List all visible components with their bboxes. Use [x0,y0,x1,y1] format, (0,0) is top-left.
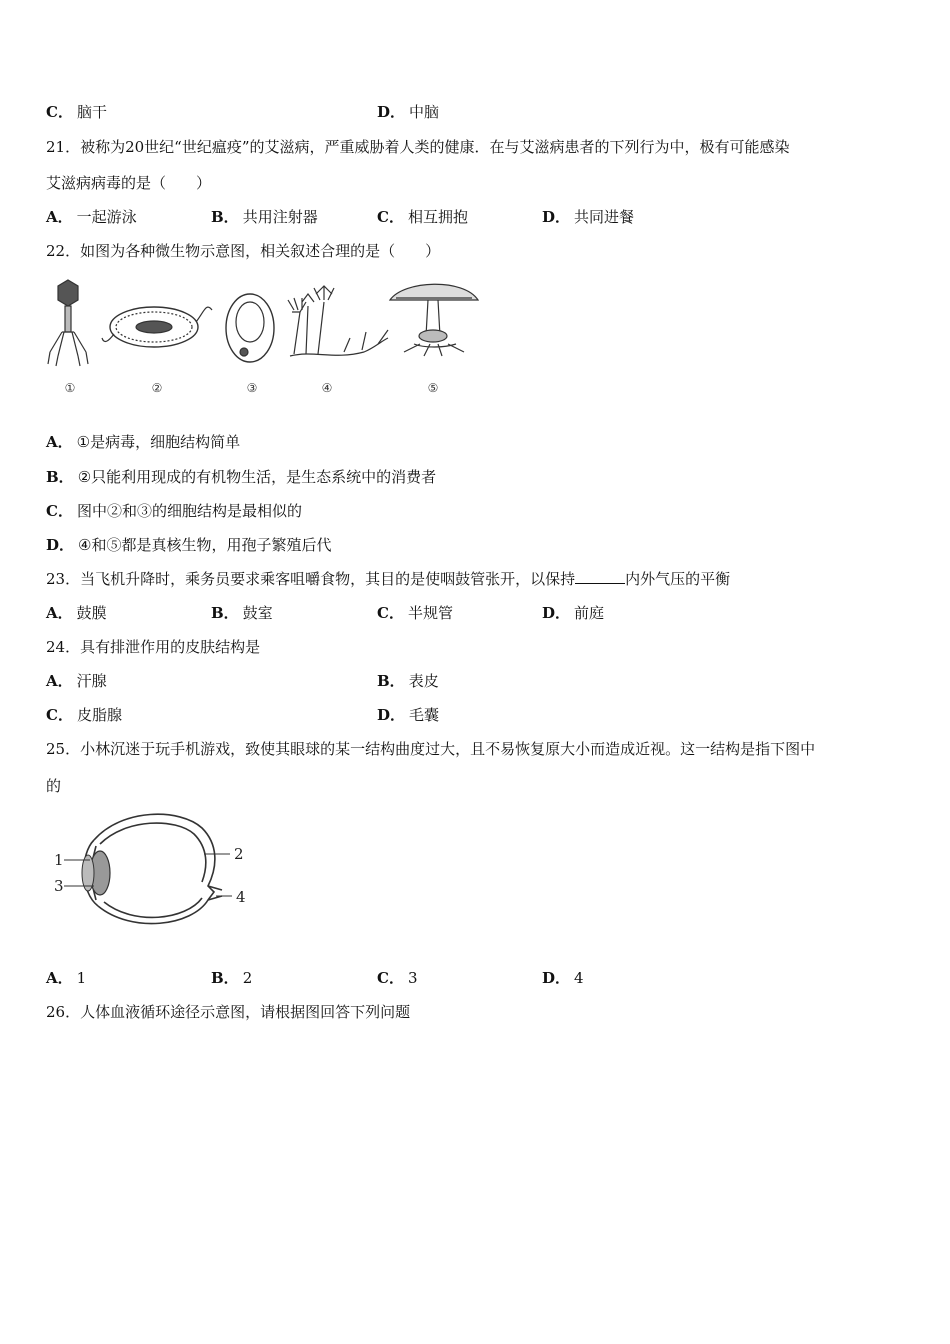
bacterium-drawing [102,307,212,347]
q21-option-a: A． 一起游泳 [46,208,137,226]
eye-label-1: 1 [54,851,64,869]
q21-option-c: C． 相互拥抱 [377,208,468,226]
figure-label-3: ③ [246,381,258,395]
answer-blank [575,569,625,584]
microorganism-figure [44,272,484,398]
q22-option-b: B． ②只能利用现成的有机物生活，是生态系统中的消费者 [46,468,437,486]
q25-option-b: B． 2 [211,969,253,987]
q25-stem-line1: 25．小林沉迷于玩手机游戏，致使其眼球的某一结构曲度过大，且不易恢复原大小而造成近视。这一结构是指下图中 [46,740,816,758]
q24-option-c: C． 皮脂腺 [46,706,122,724]
mushroom-drawing [390,284,478,356]
bacteriophage-drawing [48,280,88,366]
figure-label-4: ④ [321,381,333,395]
q25-option-c: C． 3 [377,969,418,987]
q24-option-d: D． 毛囊 [377,706,440,724]
q26-stem: 26．人体血液循环途径示意图，请根据图回答下列问题 [46,1003,411,1021]
q25-option-a: A． 1 [46,969,87,987]
q23-option-b: B． 鼓室 [211,604,273,622]
eye-label-2: 2 [234,845,244,863]
q25-option-d: D． 4 [542,969,584,987]
q21-option-d: D． 共同进餐 [542,208,635,226]
eyeball-figure [52,806,252,938]
figure-label-2: ② [151,381,163,395]
q20-option-c: C． 脑干 [46,103,107,121]
q22-option-a: A． ①是病毒，细胞结构简单 [46,433,241,451]
eye-label-4: 4 [236,888,246,906]
q21-stem-line2: 艾滋病病毒的是（ ） [46,174,212,192]
q25-stem-line2: 的 [46,777,62,795]
q24-option-a: A． 汗腺 [46,672,107,690]
yeast-drawing [226,294,274,362]
q22-option-c: C． 图中②和③的细胞结构是最相似的 [46,502,302,520]
q22-stem: 22．如图为各种微生物示意图，相关叙述合理的是（ ） [46,242,441,260]
q21-stem-line1: 21．被称为20世纪“世纪瘟疫”的艾滋病，严重威胁着人类的健康．在与艾滋病患者的下列行为中，极有可能感染 [46,138,790,156]
q24-option-b: B． 表皮 [377,672,439,690]
q22-option-d: D． ④和⑤都是真核生物，用孢子繁殖后代 [46,536,332,554]
eye-label-3: 3 [54,877,64,895]
q24-stem: 24．具有排泄作用的皮肤结构是 [46,638,261,656]
q21-option-b: B． 共用注射器 [211,208,318,226]
q23-option-d: D． 前庭 [542,604,605,622]
q23-option-c: C． 半规管 [377,604,453,622]
mold-drawing [288,286,388,356]
figure-label-5: ⑤ [427,381,439,395]
q23-option-a: A． 鼓膜 [46,604,107,622]
figure-label-1: ① [64,381,76,395]
q23-stem: 23．当飞机升降时，乘务员要求乘客咀嚼食物，其目的是使咽鼓管张开，以保持 内外气压的平衡 [46,570,731,588]
q20-option-d: D． 中脑 [377,103,440,121]
